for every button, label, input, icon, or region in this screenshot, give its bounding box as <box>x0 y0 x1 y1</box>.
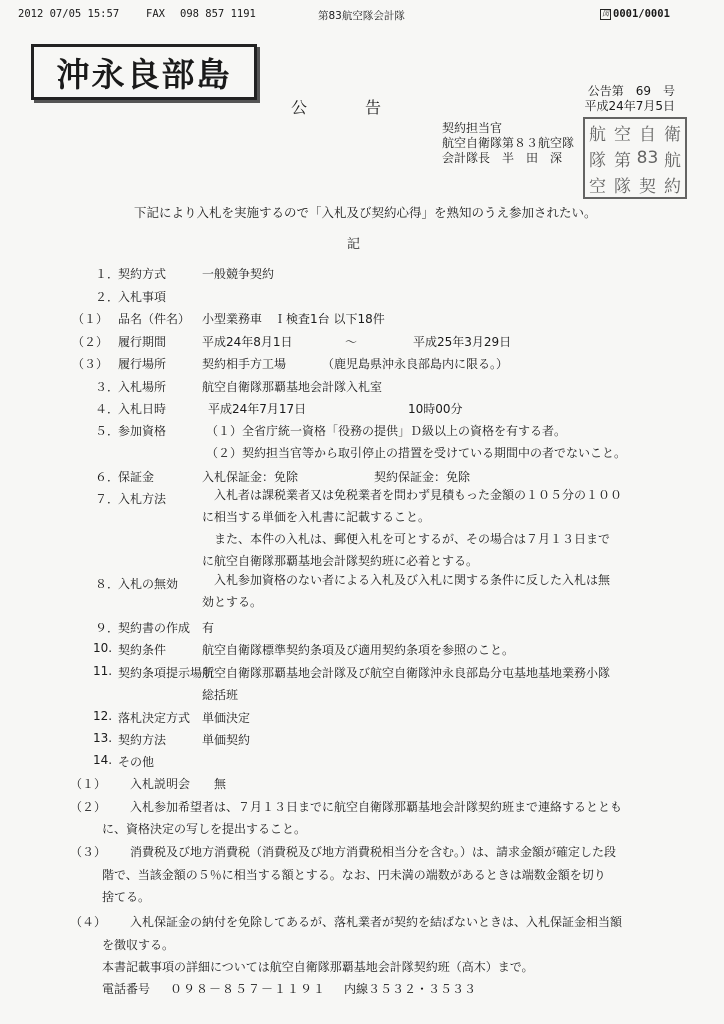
item-value: 一般競争契約 <box>202 267 275 281</box>
seal-char: 航 <box>589 124 606 145</box>
seal-char: 衛 <box>664 124 681 145</box>
item-label: 入札事項 <box>118 290 167 304</box>
qualification-2: （２）契約担当官等から取引停止の措置を受けている期間中の者でないこと。 <box>206 446 627 460</box>
seal-char: 契 <box>639 176 656 197</box>
item-value: 小型業務車 Ｉ検査1台 以下18件 <box>202 312 385 326</box>
bid-deposit: 入札保証金：免除 <box>202 470 299 484</box>
other-text: 階で、当該金額の５％に相当する額とする。なお、円未満の端数があるときは端数金額を切り <box>102 868 606 882</box>
item-label: 契約方式 <box>118 267 167 281</box>
notice-date: 平成24年7月5日 <box>584 99 675 113</box>
item-value: 航空自衛隊那覇基地会計隊及び航空自衛隊沖永良部島分屯基地基地業務小隊 <box>202 666 611 680</box>
item-value: 契約相手方工場 <box>202 357 287 371</box>
item-number: 11. <box>93 664 113 678</box>
seal-char: 自 <box>639 124 656 145</box>
fax-label: FAX <box>146 8 165 20</box>
item-label: 入札日時 <box>118 402 167 416</box>
item-number: ７． <box>95 492 120 506</box>
item-number: ３． <box>95 380 120 394</box>
fax-datetime: 2012 07/05 15:57 <box>18 8 120 20</box>
item-label: 入札の無効 <box>118 577 179 591</box>
item-label: 入札説明会 <box>130 777 191 791</box>
item-label: 入札場所 <box>118 380 167 394</box>
bid-method-text: に相当する単価を入札書に記載すること。 <box>202 510 431 524</box>
other-number: （１） <box>70 777 107 791</box>
item-label: 契約条項提示場所 <box>118 666 215 680</box>
seal-char: 隊 <box>589 150 606 171</box>
item-label: 履行場所 <box>118 357 167 371</box>
period-end: 平成25年3月29日 <box>413 335 512 349</box>
other-text: を徴収する。 <box>102 938 175 952</box>
item-label: 参加資格 <box>118 424 167 438</box>
location-stamp: 沖永良部島 <box>31 44 257 100</box>
item-number: ９． <box>95 621 120 635</box>
bid-method-text: 入札者は課税業者又は免税業者を問わず見積もった金額の１０５分の１００ <box>214 488 623 502</box>
other-text: 入札参加希望者は、７月１３日までに航空自衛隊那覇基地会計隊契約班まで連絡するととも <box>130 800 623 814</box>
item-number: 13. <box>93 731 113 745</box>
item-number: 14. <box>93 753 113 767</box>
issuer-unit: 航空自衛隊第８３航空隊 <box>442 136 575 150</box>
fax-page-icon: 図 <box>602 9 609 18</box>
item-label: 契約条件 <box>118 643 167 657</box>
other-text: 捨てる。 <box>102 890 151 904</box>
qualification-1: （１）全省庁統一資格「役務の提供」Ｄ級以上の資格を有する者。 <box>206 424 567 438</box>
item-number: １． <box>95 267 120 281</box>
notice-number: 公告第 69 号 <box>587 84 675 98</box>
item-number: ５． <box>95 424 120 438</box>
item-value: 有 <box>202 621 215 635</box>
bid-date: 平成24年7月17日 <box>208 402 307 416</box>
fax-pages: 図 0001/0001 <box>602 8 670 20</box>
item-label: その他 <box>118 755 155 769</box>
bid-method-text: また、本件の入札は、郵便入札を可とするが、その場合は７月１３日まで <box>214 532 611 546</box>
intro-text: 下記により入札を実施するので「入札及び契約心得」を熟知のうえ参加されたい。 <box>134 205 597 220</box>
item-value: 総括班 <box>202 688 239 702</box>
issuer-block <box>442 121 574 166</box>
item-label: 履行期間 <box>118 335 167 349</box>
contact-text: 本書記載事項の詳細については航空自衛隊那覇基地会計隊契約班（高木）まで。 <box>102 960 534 974</box>
invalid-bid-text: 入札参加資格のない者による入札及び入札に関する条件に反した入札は無 <box>214 573 611 587</box>
contract-deposit: 契約保証金：免除 <box>374 470 471 484</box>
item-number: ８． <box>95 577 120 591</box>
item-number: ６． <box>95 470 120 484</box>
issuer-role: 契約担当官 <box>442 121 503 135</box>
period-start: 平成24年8月1日 <box>202 335 293 349</box>
item-label: 契約書の作成 <box>118 621 191 635</box>
fax-sender: 第83航空隊会計隊 <box>318 10 405 22</box>
fax-number: 098 857 1191 <box>180 8 256 20</box>
item-value: 無 <box>214 777 227 791</box>
seal-char: 約 <box>664 176 681 197</box>
other-text: に、資格決定の写しを提出すること。 <box>102 822 307 836</box>
item-value: 単価契約 <box>202 733 251 747</box>
issuer-name: 会計隊長 半 田 深 <box>442 151 563 165</box>
ki-heading: 記 <box>347 237 361 252</box>
item-label: 品名（件名） <box>118 312 191 326</box>
item-number: ２． <box>95 290 120 304</box>
item-value: 航空自衛隊那覇基地会計隊入札室 <box>202 380 383 394</box>
item-value: 単価決定 <box>202 711 251 725</box>
other-number: （３） <box>70 845 107 859</box>
subitem-number: （３） <box>72 357 109 371</box>
item-number: 10. <box>93 641 113 655</box>
seal-char: 83 <box>636 148 659 168</box>
notice-number-block <box>584 84 675 114</box>
bid-time: 10時00分 <box>408 402 463 416</box>
contact-label: 電話番号 <box>102 982 151 996</box>
subitem-number: （２） <box>72 335 109 349</box>
seal-char: 空 <box>614 124 631 145</box>
other-number: （２） <box>70 800 107 814</box>
subitem-number: （１） <box>72 312 109 326</box>
other-text: 消費税及び地方消費税（消費税及び地方消費税相当分を含む。）は、請求金額が確定した段 <box>130 845 617 859</box>
period-separator: ～ <box>345 335 358 349</box>
other-number: （４） <box>70 915 107 929</box>
item-label: 落札決定方式 <box>118 711 191 725</box>
official-seal <box>583 117 687 199</box>
bid-method-text: に航空自衛隊那覇基地会計隊契約班に必着とする。 <box>202 554 479 568</box>
item-label: 契約方法 <box>118 733 167 747</box>
item-label: 保証金 <box>118 470 155 484</box>
seal-char: 航 <box>664 150 681 171</box>
seal-char: 空 <box>589 176 606 197</box>
item-number: ４． <box>95 402 120 416</box>
item-label: 入札方法 <box>118 492 167 506</box>
seal-char: 第 <box>614 150 631 171</box>
document-title: 公告 <box>291 98 440 117</box>
contact-phone: ０９８－８５７－１１９１ <box>170 982 327 996</box>
invalid-bid-text: 効とする。 <box>202 595 263 609</box>
other-text: 入札保証金の納付を免除してあるが、落札業者が契約を結ばないときは、入札保証金相当額 <box>130 915 623 929</box>
seal-char: 隊 <box>614 176 631 197</box>
contact-extension: 内線３５３２・３５３３ <box>344 982 477 996</box>
item-note: （鹿児島県沖永良部島内に限る。） <box>322 357 509 371</box>
item-value: 航空自衛隊標準契約条項及び適用契約条項を参照のこと。 <box>202 643 515 657</box>
item-number: 12. <box>93 709 113 723</box>
